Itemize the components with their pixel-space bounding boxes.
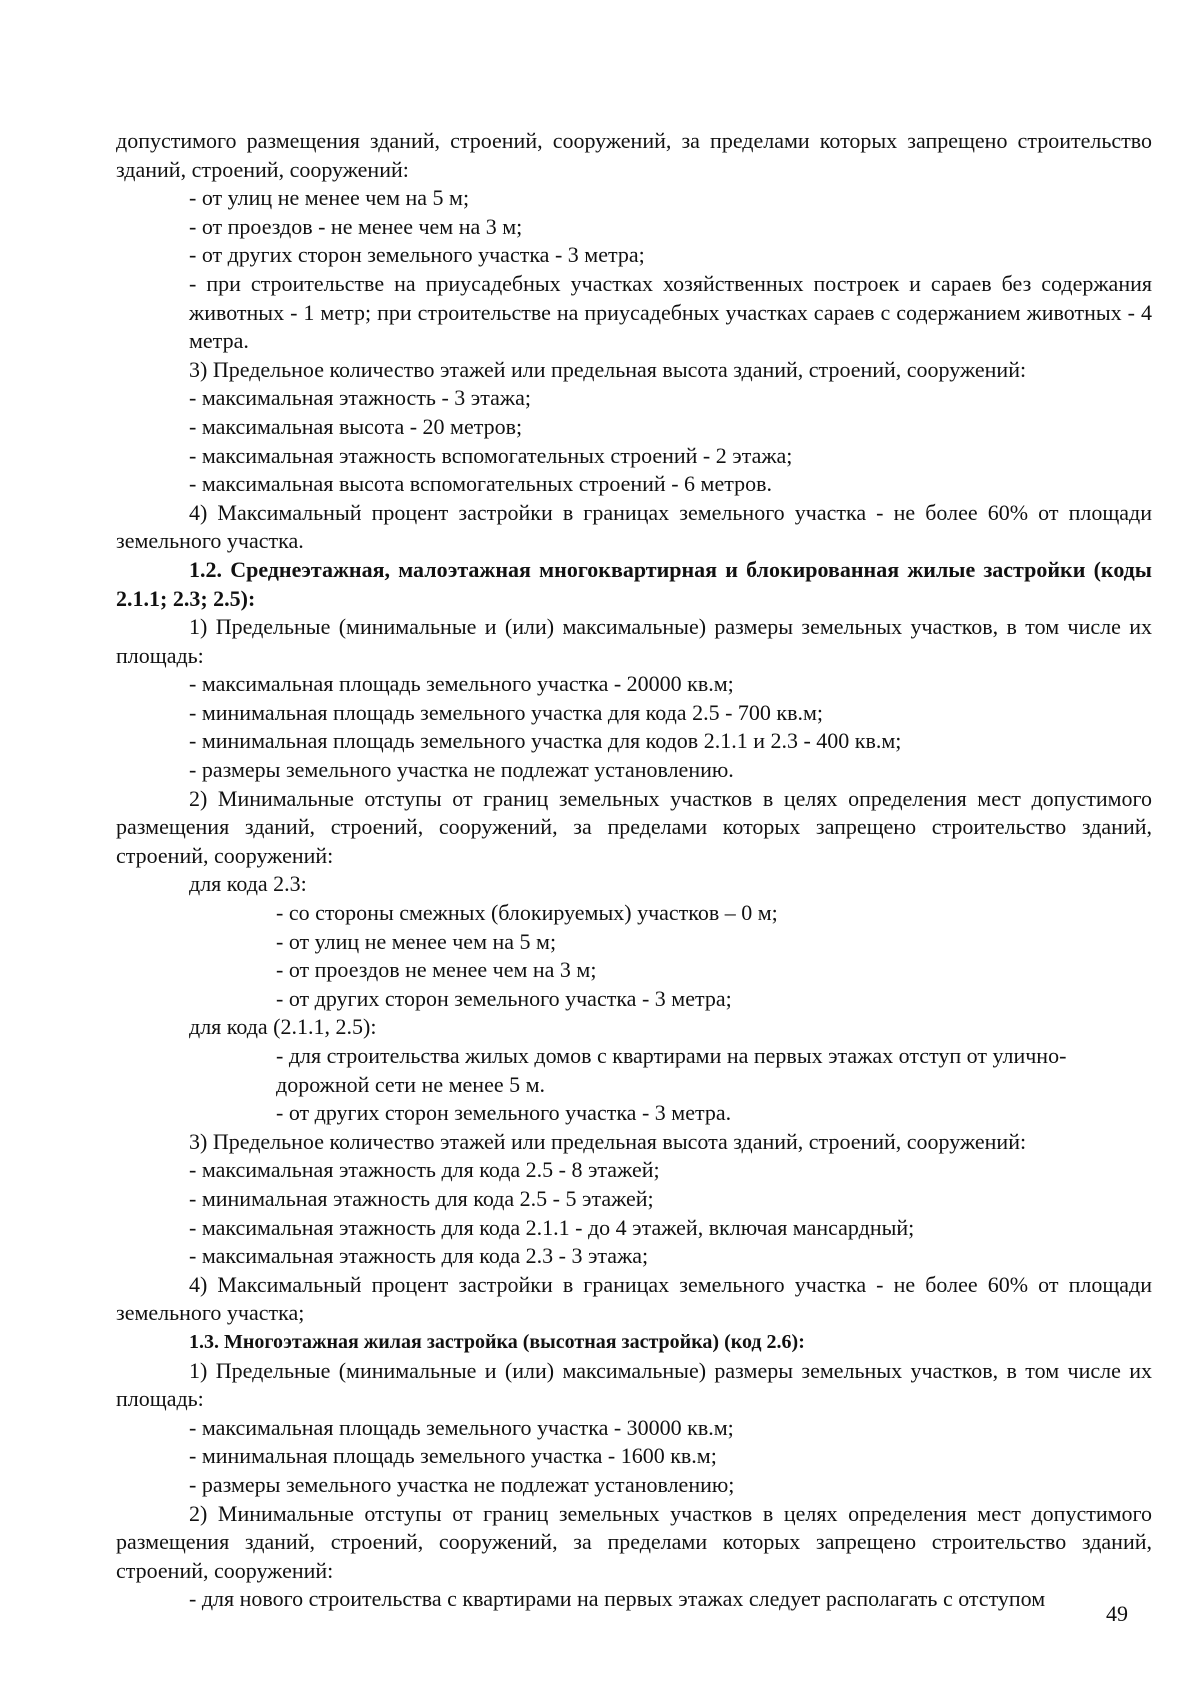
list-item: - минимальная площадь земельного участка для кода 2.5 - 700 кв.м; — [189, 699, 824, 725]
list-item: - от других сторон земельного участка - 3 метра; — [276, 985, 732, 1011]
list-item: - максимальная площадь земельного участка - 20000 кв.м; — [189, 671, 734, 697]
list-item: - минимальная площадь земельного участка для кодов 2.1.1 и 2.3 - 400 кв.м; — [189, 728, 902, 754]
paragraph: 2) Минимальные отступы от границ земельных участков в целях определения мест допустимого размещения зданий, строений, сооружений, за пределами которых запрещено строительство зданий, строений, сооружений: — [116, 785, 1152, 868]
list-item: - минимальная площадь земельного участка - 1600 кв.м; — [189, 1443, 717, 1469]
list-item: - максимальная высота - 20 метров; — [189, 413, 523, 439]
list-item: - размеры земельного участка не подлежат установлению; — [189, 1471, 735, 1497]
paragraph: 3) Предельное количество этажей или предельная высота зданий, строений, сооружений: — [189, 356, 1027, 382]
list-item: - максимальная высота вспомогательных строений - 6 метров. — [189, 471, 772, 497]
paragraph: 3) Предельное количество этажей или предельная высота зданий, строений, сооружений: — [189, 1128, 1027, 1154]
list-item: - максимальная площадь земельного участка - 30000 кв.м; — [189, 1414, 734, 1440]
list-item: - со стороны смежных (блокируемых) участков – 0 м; — [276, 900, 778, 926]
list-item: - максимальная этажность для кода 2.3 - 3 этажа; — [189, 1243, 649, 1269]
list-item: - максимальная этажность - 3 этажа; — [189, 385, 531, 411]
sub-heading: для кода (2.1.1, 2.5): — [189, 1014, 377, 1040]
list-item: - при строительстве на приусадебных участках хозяйственных построек и сараев без содержания животных - 1 метр; при строительстве на приусадебных участках сараев с содержанием животных - 4 метра. — [189, 270, 1152, 354]
document-body — [116, 127, 1152, 1614]
list-item: - размеры земельного участка не подлежат установлению. — [189, 757, 734, 783]
paragraph: допустимого размещения зданий, строений, сооружений, за пределами которых запрещено строительство зданий, строений, сооружений: — [116, 128, 1152, 182]
sub-heading: для кода 2.3: — [189, 871, 307, 897]
list-item: - максимальная этажность для кода 2.5 - 8 этажей; — [189, 1157, 660, 1183]
page-number: 49 — [1106, 1601, 1128, 1626]
paragraph: 4) Максимальный процент застройки в границах земельного участка - не более 60% от площади земельного участка. — [116, 499, 1152, 554]
list-item: - для нового строительства с квартирами на первых этажах следует располагать с отступом — [189, 1586, 1046, 1612]
list-item: - от улиц не менее чем на 5 м; — [276, 928, 557, 954]
list-item: - от проездов не менее чем на 3 м; — [276, 957, 597, 983]
list-item: - минимальная этажность для кода 2.5 - 5 этажей; — [189, 1185, 654, 1211]
section-heading-1-2: 1.2. Среднеэтажная, малоэтажная многоквартирная и блокированная жилые застройки (коды 2.1.1; 2.3; 2.5): — [116, 556, 1152, 611]
list-item: - для строительства жилых домов с квартирами на первых этажах отступ от улично-дорожной сети не менее 5 м. — [276, 1043, 1067, 1097]
paragraph: 2) Минимальные отступы от границ земельных участков в целях определения мест допустимого размещения зданий, строений, сооружений, за пределами которых запрещено строительство зданий, строений, сооружений: — [116, 1500, 1152, 1583]
list-item: - от проездов - не менее чем на 3 м; — [189, 213, 523, 239]
paragraph: 1) Предельные (минимальные и (или) максимальные) размеры земельных участков, в том числе их площадь: — [116, 1357, 1152, 1412]
paragraph: 1) Предельные (минимальные и (или) максимальные) размеры земельных участков, в том числе их площадь: — [116, 614, 1152, 668]
list-item: - максимальная этажность для кода 2.1.1 - до 4 этажей, включая мансардный; — [189, 1214, 915, 1240]
list-item: - от других сторон земельного участка - 3 метра; — [189, 242, 645, 268]
list-item: - от улиц не менее чем на 5 м; — [189, 185, 470, 211]
paragraph: 4) Максимальный процент застройки в границах земельного участка - не более 60% от площади земельного участка; — [116, 1271, 1152, 1326]
list-item: - от других сторон земельного участка - 3 метра. — [276, 1100, 732, 1126]
list-item: - максимальная этажность вспомогательных строений - 2 этажа; — [189, 442, 793, 468]
section-heading-1-3: 1.3. Многоэтажная жилая застройка (высотная застройка) (код 2.6): — [189, 1330, 805, 1353]
